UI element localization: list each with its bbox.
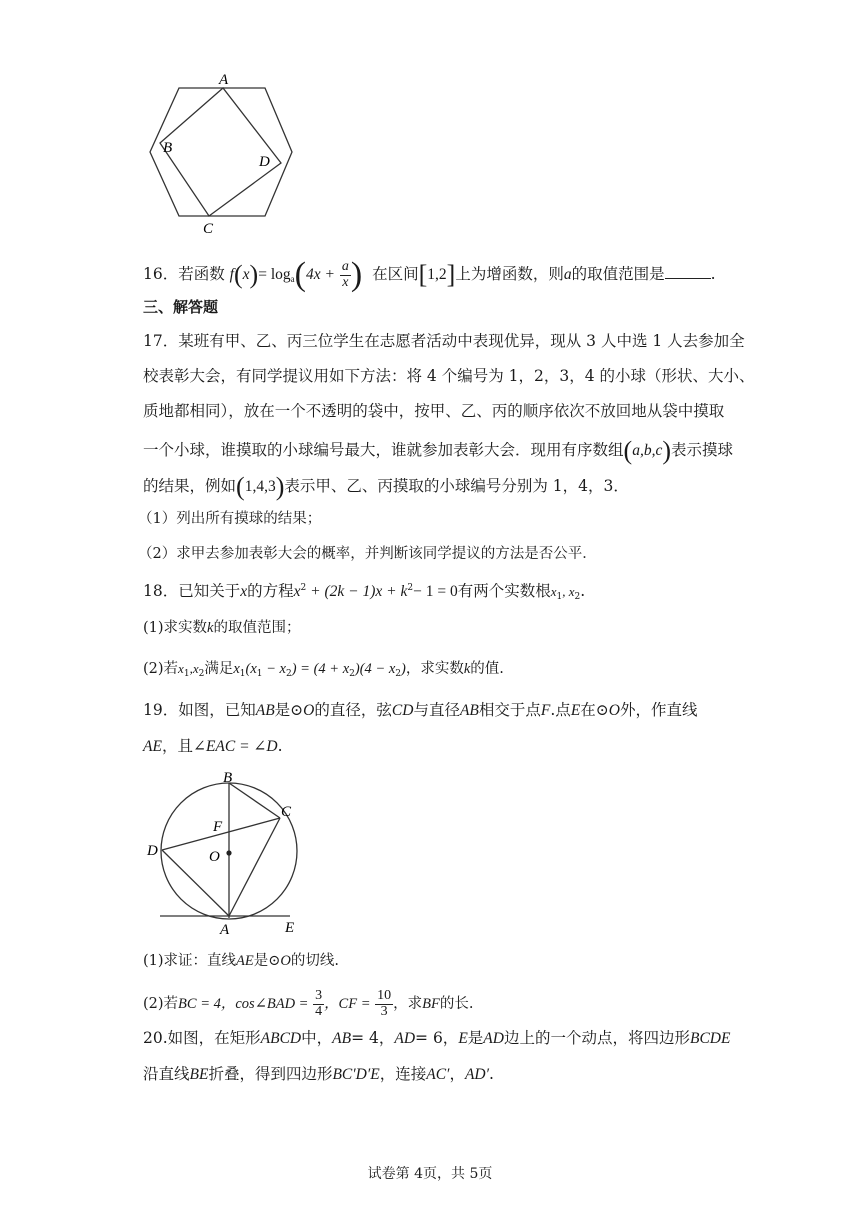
hex-label-a: A (219, 72, 229, 88)
answer-blank (665, 266, 711, 279)
q17-sub1: （1）列出所有摸球的结果； (138, 511, 322, 527)
question-18: 18．已知关于x的方程$x^2 + (2k - 1)x + k^2- 1 = 0$有两个实数根$x_1$, $x_2$. (143, 582, 586, 602)
hex-label-b: B (163, 140, 173, 156)
circle-label-c: C (281, 804, 292, 820)
circle-label-b: B (223, 770, 233, 786)
circle-label-a: A (220, 922, 230, 938)
section-heading: 三、解答题 (143, 298, 219, 316)
q17-line1: 17．某班有甲、乙、丙三位学生在志愿者活动中表现优异，现从 3 人中选 1 人去参加全 (143, 332, 745, 350)
question-16: 16．若函数 $f(x)= \log_a(4x$ + $\frac{a}{x}$ ) 在区间[1,2]上为增函数，则a的取值范围是 . (143, 256, 716, 293)
hex-label-d: D (259, 154, 270, 170)
q17-line4: 一个小球，谁摸取的小球编号最大，谁就参加表彰大会．现用有序数组(a,b,c)表示摸球 (143, 436, 734, 465)
question-19-line1: 19．如图，已知AB是⊙O的直径，弦CD与直径AB相交于点F.点E在⊙O外，作直线 (143, 701, 698, 719)
q19-sub2: (2)若BC = 4，cos∠BAD = $\frac{3}{4}$ ，CF = $\frac{10}{3}$ ，求BF的长. (143, 988, 474, 1019)
q17-line3: 质地都相同），放在一个不透明的袋中，按甲、乙、丙的顺序依次不放回地从袋中摸取 (143, 402, 725, 420)
hex-label-c: C (203, 221, 214, 237)
circle-label-f: F (213, 819, 223, 835)
page-footer: 试卷第 4页，共 5页 (367, 1166, 493, 1182)
q17-sub2: （2）求甲去参加表彰大会的概率，并判断该同学提议的方法是否公平． (138, 546, 597, 562)
circle-label-e: E (285, 920, 295, 936)
question-20-line2: 沿直线BE折叠，得到四边形BC′D′E，连接AC′，AD′. (143, 1065, 494, 1083)
q18-sub1: (1)求实数k的取值范围； (143, 620, 301, 636)
q19-sub1: (1)求证：直线AE是⊙O的切线. (143, 953, 340, 969)
circle-figure (140, 768, 305, 938)
circle-label-d: D (147, 843, 158, 859)
q17-line5: 的结果，例如(1,4,3)表示甲、乙、丙摸取的小球编号分别为 1，4，3． (143, 472, 629, 501)
question-20-line1: 20.如图，在矩形ABCD中，AB= 4，AD= 6，E是AD边上的一个动点，将四边形BCDE (143, 1029, 731, 1047)
q18-sub2: (2)若$x_1,x_2$满足$x_1(x_1 - x_2) = (4 + x_2)(4 - x_2)$，求实数k的值. (143, 661, 504, 679)
hexagon-square-figure (140, 68, 300, 238)
question-19-line2: AE，且∠EAC = ∠D. (143, 737, 283, 755)
circle-label-o: O (209, 849, 220, 865)
q17-line2: 校表彰大会，有同学提议用如下方法：将 4 个编号为 1，2，3，4 的小球（形状、大小、 (143, 367, 755, 385)
